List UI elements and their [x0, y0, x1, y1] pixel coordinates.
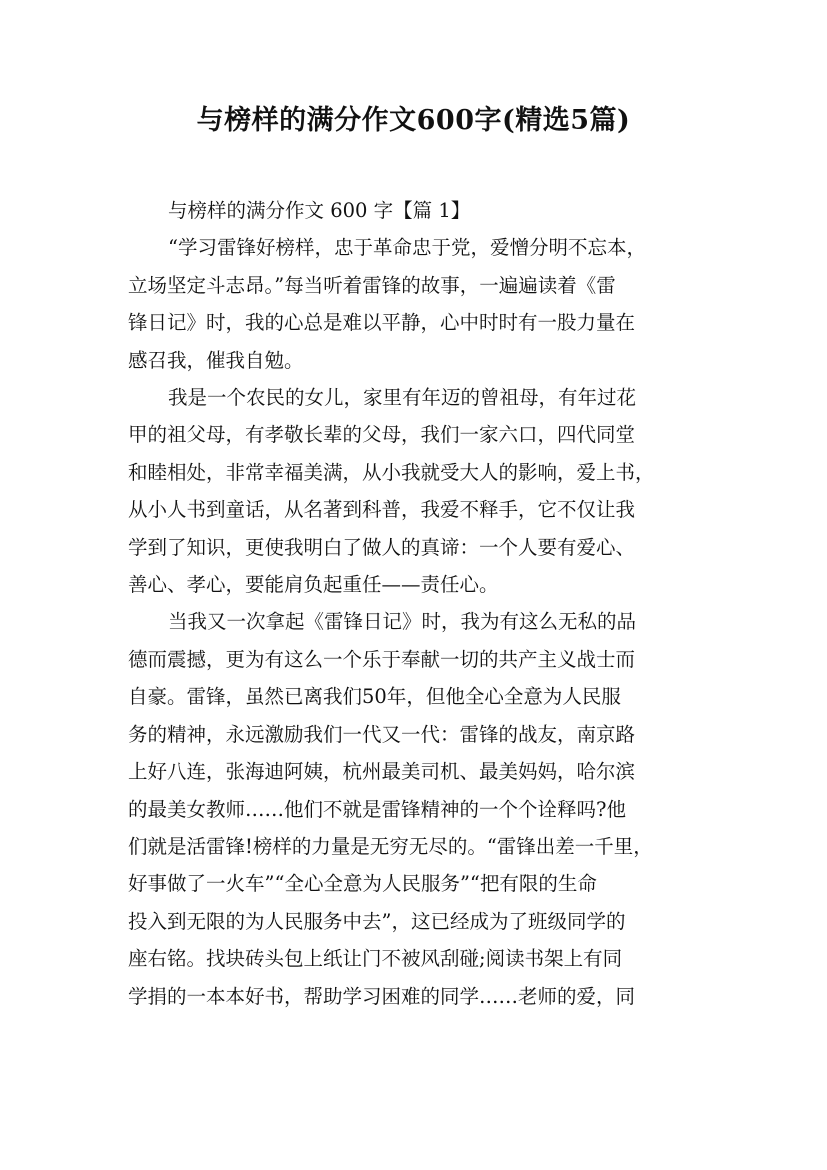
- text-line: 上好八连，张海迪阿姨，杭州最美司机、最美妈妈，哈尔滨: [128, 760, 636, 784]
- document-body: [128, 192, 712, 1015]
- text-line: 学到了知识，更使我明白了做人的真谛：一个人要有爱心、: [128, 535, 636, 559]
- text-line: 务的精神，永远激励我们一代又一代：雷锋的战友，南京路: [128, 722, 636, 746]
- document-title: 与榜样的满分作文600字(精选5篇): [196, 105, 631, 136]
- text-line: 德而震撼，更为有这么一个乐于奉献一切的共产主义战士而: [128, 647, 636, 671]
- text-line: 善心、孝心，要能肩负起重任——责任心。: [128, 573, 499, 597]
- text-line: 和睦相处，非常幸福美满，从小我就受大人的影响，爱上书，: [128, 460, 655, 484]
- text-line: 从小人书到童话，从名著到科普，我爱不释手，它不仅让我: [128, 498, 636, 522]
- text-line: 自豪。雷锋，虽然已离我们50年，但他全心全意为人民服: [128, 685, 621, 709]
- text-line: 的最美女教师……他们不就是雷锋精神的一个个诠释吗?他: [128, 797, 626, 821]
- text-line: 当我又一次拿起《雷锋日记》时，我为有这么无私的品: [168, 610, 637, 634]
- text-line: 好事做了一火车”“全心全意为人民服务”“把有限的生命: [128, 872, 597, 896]
- text-line: 们就是活雷锋!榜样的力量是无穷无尽的。“雷锋出差一千里，: [128, 834, 653, 858]
- text-line: 学捐的一本本好书，帮助学习困难的同学……老师的爱，同: [128, 984, 636, 1008]
- text-line: 锋日记》时，我的心总是难以平静，心中时时有一股力量在: [128, 311, 636, 335]
- text-line: “学习雷锋好榜样，忠于革命忠于党，爱憎分明不忘本，: [168, 236, 646, 260]
- text-line: 感召我，催我自勉。: [128, 348, 304, 372]
- text-line: 座右铭。找块砖头包上纸让门不被风刮碰;阅读书架上有同: [128, 947, 623, 971]
- text-line: 投入到无限的为人民服务中去”，这已经成为了班级同学的: [128, 909, 626, 933]
- text-line: 立场坚定斗志昂。”每当听着雷锋的故事，一遍遍读着《雷: [128, 273, 616, 297]
- text-line: 我是一个农民的女儿，家里有年迈的曾祖母，有年过花: [168, 386, 637, 410]
- text-line: 甲的祖父母，有孝敬长辈的父母，我们一家六口，四代同堂: [128, 423, 636, 447]
- section-heading: 与榜样的满分作文 600 字【篇 1】: [168, 199, 471, 222]
